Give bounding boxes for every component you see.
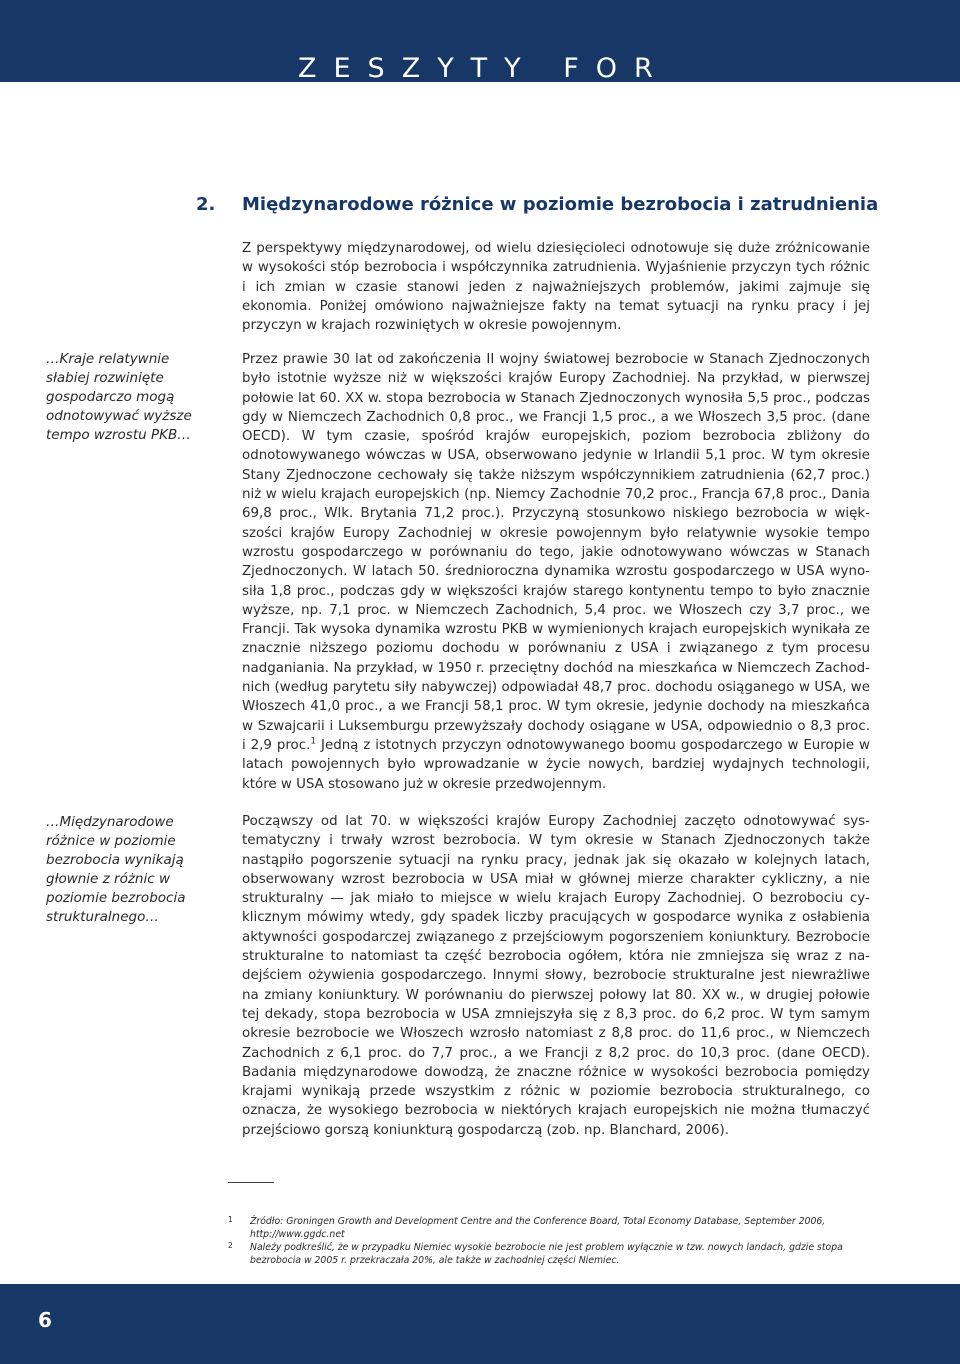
- postwar-paragraph: [242, 350, 870, 794]
- margin-quote-structural: …Międzynarodowe różnice w poziomie bezrobocia wynikają głownie z różnic w poziomie bezrobocia strukturalnego…: [46, 814, 186, 925]
- footnote-1: [228, 1216, 878, 1241]
- footnote-text: Źródło: Groningen Growth and Development Centre and the Conference Board, Total Economy Database, September 2006, http://www.ggdc.net: [250, 1216, 826, 1240]
- footnotes: [228, 1216, 878, 1268]
- footer-band: [0, 1284, 960, 1364]
- footnote-number: 1: [228, 1215, 233, 1224]
- header-band: [0, 0, 960, 82]
- footnote-text: Należy podkreślić, że w przypadku Niemiec wysokie bezrobocie nie jest problem wyłącznie w tzw. nowych landach, gdzie stopa bezrobocia w 2005 r. przekraczała 20%, ale także w zachodniej części Niemiec.: [250, 1242, 843, 1266]
- postwar-paragraph-text-1: Przez prawie 30 lat od zakończenia II wojny światowej bezrobocie w Stanach Zjednoczonych było istotnie wyższe niż w większości krajów Europy Zachodniej. Na przykład, w pierwszej połowie lat 60. XX w. stopa bezrobocia w Stanach Zjednoczonych wynosiła 5,5 proc., podczas gdy w Niemczech Zachodnich 0,8 proc., we Francji 1,5 proc., a we Włoszech 3,5 proc. (dane OECD). W tym czasie, spośród krajów europejskich, poziom bezrobocia zbliżony do odnotowywanego wówczas w USA, obserwowano jedynie w Irlandii 5,1 proc. W tym okresie Stany Zjednoczone cechowały się także niższym współczynnikiem zatrudnienia (62,7 proc.) niż w wielu krajach europejskich (np. Niemcy Zachodnie 70,2 proc., Francja 67,8 proc., Dania 69,8 proc., Wlk. Brytania 71,2 proc.). Przyczyną stosunkowo niskiego bezrobocia w większości krajów Europy Zachodniej w okresie powojennym było relatywnie wysokie tempo wzrostu gospodarczego w porównaniu do tego, jakie odnotowywano wówczas w Stanach Zjednoczonych. W latach 50. średnioroczna dynamika wzrostu gospodarczego w USA wynosiła 1,8 proc., podczas gdy w większości krajów starego kontynentu tempo to było znacznie wyższe, np. 7,1 proc. w Niemczech Zachodnich, 5,4 proc. we Włoszech czy 3,7 proc., we Francji. Tak wysoka dynamika wzrostu PKB w wymienionych krajach europejskich wynikała ze znacznie niższego poziomu dochodu w porównaniu z USA i związanego z tym procesu nadganiania. Na przykład, w 1950 r. przeciętny dochód na mieszkańca w Niemczech Zachodnich (według parytetu siły nabywczej) odpowiadał 48,7 proc. dochodu osiąganego w USA, we Włoszech 41,0 proc., a we Francji 58,1 proc. W tym okresie, jedynie dochody na mieszkańca w Szwajcarii i Luksemburgu przewyższały dochody osiągane w USA, odpowiednio o 8,3 proc. i 2,9 proc.: [242, 352, 870, 753]
- section-title: Międzynarodowe różnice w poziomie bezrobocia i zatrudnienia: [242, 194, 879, 215]
- footnote-divider: [228, 1182, 274, 1183]
- section-number: 2.: [196, 194, 216, 215]
- margin-quote-growth: …Kraje relatywnie słabiej rozwinięte gospodarczo mogą odnotowywać wyższe tempo wzrostu PKB…: [46, 351, 192, 443]
- intro-paragraph: Z perspektywy międzynarodowej, od wielu dziesięcioleci odnotowuje się duże zróżnicowanie w wysokości stóp bezrobocia i współczynnika zatrudnienia. Wyjaśnienie przyczyn tych różnic i ich zmian w czasie stanowi jeden z najważniejszych problemów, jakimi zajmuje się ekonomia. Poniżej omówiono najważniejsze fakty na temat sytuacji na rynku pracy i jej przyczyn w krajach rozwiniętych w okresie powojennym.: [242, 241, 870, 334]
- footnote-2: [228, 1242, 878, 1267]
- page-number: 6: [38, 1308, 52, 1332]
- publication-title: ZESZYTY FOR: [298, 53, 670, 84]
- footnote-ref-1: 1: [310, 736, 317, 747]
- postwar-paragraph-text-2: Jedną z istotnych przyczyn odnotowywanego boomu gospodarczego w Europie w latach powojennych było wprowadzanie w życie nowych, bardziej wydajnych technologii, które w USA stosowano już w okresie przedwojennym.: [242, 737, 870, 792]
- seventies-paragraph: Począwszy od lat 70. w większości krajów Europy Zachodniej zaczęto odnotowywać systematyczny i trwały wzrost bezrobocia. W tym okresie w Stanach Zjednoczonych także nastąpiło pogorszenie sytuacji na rynku pracy, jednak jak się okazało w kolejnych latach, obserwowany wzrost bezrobocia w USA miał w głównej mierze charakter cykliczny, a nie strukturalny — jak miało to miejsce w wielu krajach Europy Zachodniej. O bezrobociu cyklicznym mówimy wtedy, gdy spadek liczby pracujących w gospodarce wynika z osłabienia aktywności gospodarczej związanego z przejściowym pogorszeniem koniunktury. Bezrobocie strukturalne to natomiast ta część bezrobocia ogółem, która nie zmniejsza się wraz z nadejściem ożywienia gospodarczego. Innymi słowy, bezrobocie strukturalne jest niewrażliwe na zmiany koniunktury. W porównaniu do pierwszej połowy lat 80. XX w., w drugiej połowie tej dekady, stopa bezrobocia w USA zmniejszyła się z 8,3 proc. do 6,2 proc. W tym samym okresie bezrobocie we Włoszech wzrosło natomiast z 8,8 proc. do 11,6 proc., w Niemczech Zachodnich z 6,1 proc. do 7,7 proc., a we Francji z 8,2 proc. do 10,3 proc. (dane OECD). Badania międzynarodowe dowodzą, że znaczne różnice w wysokości bezrobocia pomiędzy krajami wynikają przede wszystkim z różnic w poziomie bezrobocia strukturalnego, co oznacza, że wysokiego bezrobocia w niektórych krajach europejskich nie można tłumaczyć przejściowo gorszą koniunkturą gospodarczą (zob. np. Blanchard, 2006).: [242, 814, 870, 1138]
- section-heading: [196, 194, 896, 215]
- footnote-number: 2: [228, 1241, 233, 1250]
